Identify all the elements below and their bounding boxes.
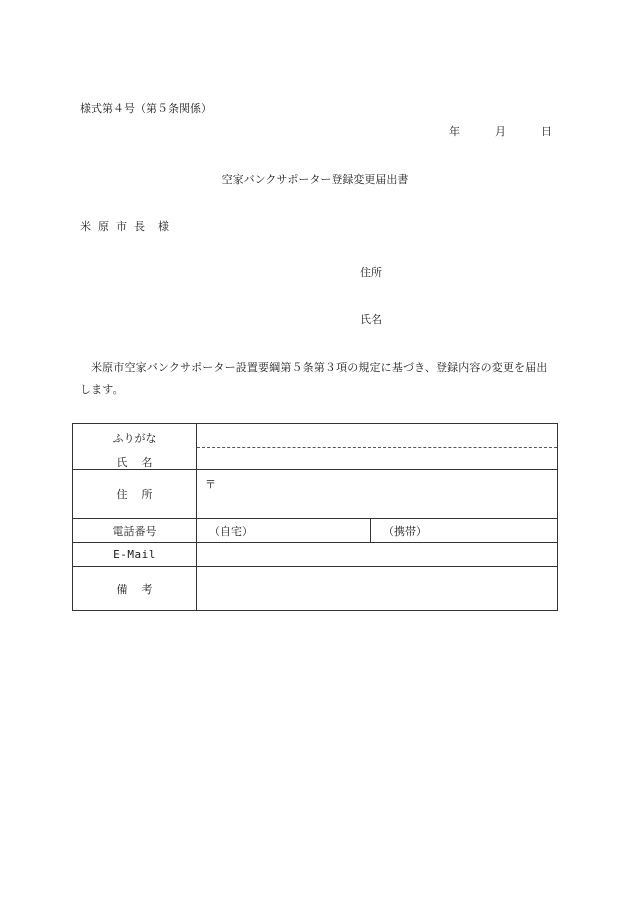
applicant-address-label: 住所 <box>360 266 382 279</box>
date-month-label: 月 <box>495 125 506 138</box>
mobile-phone-label: （携帯） <box>383 524 427 538</box>
remarks-label-cell <box>73 567 197 611</box>
home-phone-label: （自宅） <box>209 524 253 538</box>
body-text: 米原市空家バンクサポーター設置要綱第５条第３項の規定に基づき、登録内容の変更を届出します。 <box>80 361 548 396</box>
date-line <box>449 123 552 139</box>
name-input-cell[interactable] <box>197 424 558 470</box>
addressee-suffix: 様 <box>158 220 176 233</box>
remarks-row <box>73 567 558 611</box>
document-title: 空家バンクサポーター登録変更届出書 <box>221 173 409 186</box>
applicant-name-label: 氏名 <box>360 313 382 326</box>
phone-label: 電話番号 <box>73 519 197 543</box>
addressee <box>80 218 176 234</box>
address-label-cell <box>73 470 197 519</box>
email-input-cell[interactable] <box>197 543 558 567</box>
furigana-label: ふりがな <box>112 432 157 445</box>
address-row <box>73 470 558 519</box>
name-label: 氏名 <box>116 456 167 469</box>
phone-row <box>73 519 558 543</box>
mobile-phone-cell[interactable] <box>371 519 558 543</box>
email-label: E-Mail <box>73 543 197 567</box>
address-input-cell[interactable] <box>197 470 558 519</box>
info-table <box>72 423 558 611</box>
address-label: 住所 <box>116 488 167 501</box>
name-row <box>73 424 558 470</box>
remarks-label: 備考 <box>116 582 167 596</box>
home-phone-cell[interactable] <box>197 519 371 543</box>
form-number: 様式第４号（第５条関係） <box>80 102 212 115</box>
email-row <box>73 543 558 567</box>
date-year-label: 年 <box>449 125 460 138</box>
addressee-name: 米原市長 <box>80 220 152 233</box>
postal-mark: 〒 <box>205 478 216 491</box>
furigana-divider <box>197 447 557 448</box>
date-day-label: 日 <box>541 125 552 138</box>
remarks-input-cell[interactable] <box>197 567 558 611</box>
furigana-name-label-cell <box>73 424 197 470</box>
